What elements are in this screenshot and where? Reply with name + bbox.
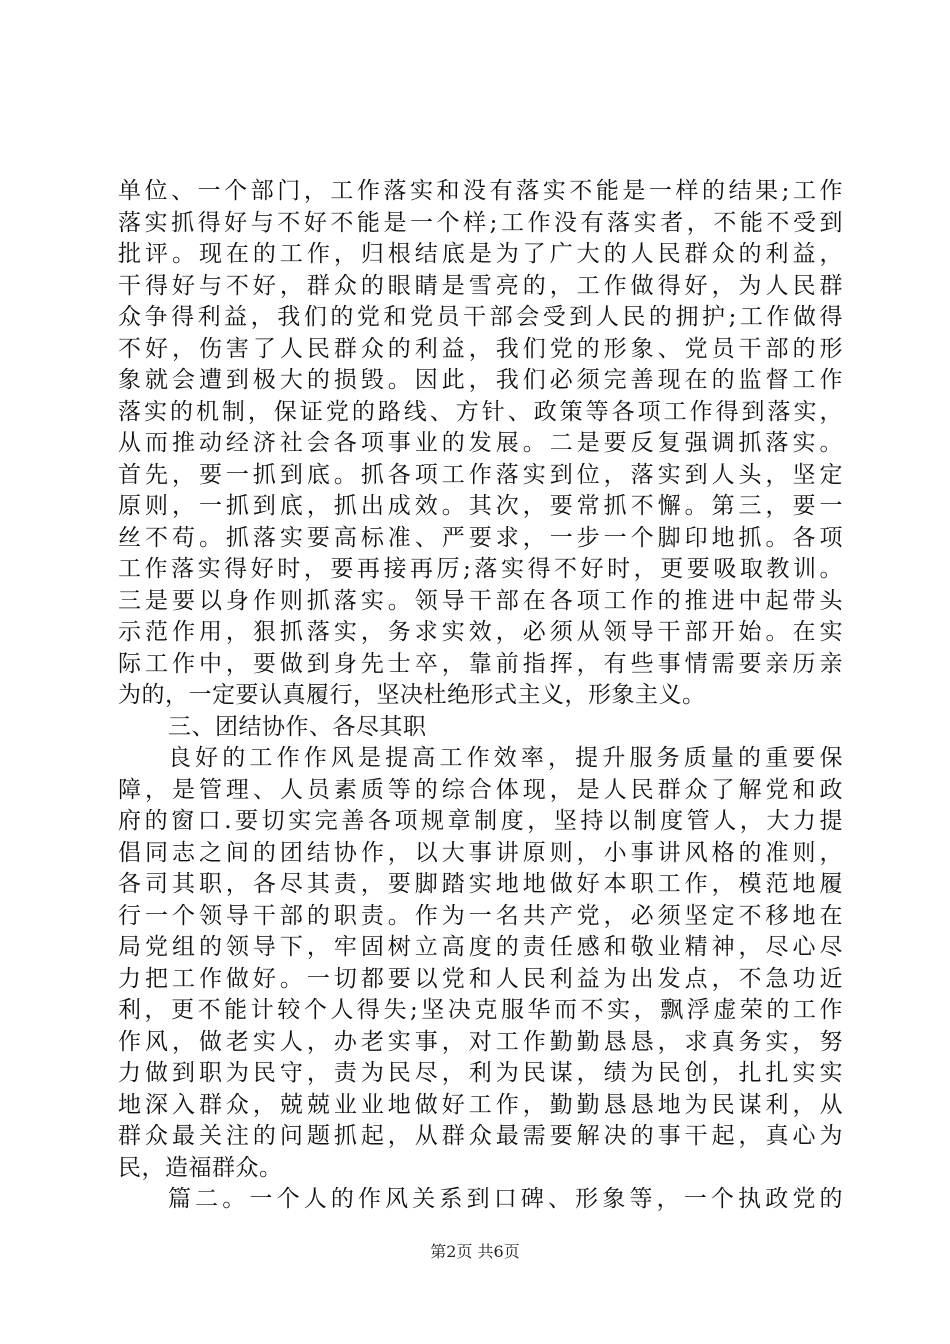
text-line: 作风，做老实人，办老实事，对工作勤勤恳恳，求真务实，努 <box>118 1028 843 1055</box>
text-line: 三、团结协作、各尽其职 <box>168 713 427 740</box>
text-line: 单位、一个部门，工作落实和没有落实不能是一样的结果;工作 <box>118 178 843 204</box>
text-line: 原则，一抓到底，抓出成效。其次，要常抓不懈。第三，要一 <box>118 493 843 519</box>
text-line: 为的，一定要认真履行，坚决杜绝形式主义，形象主义。 <box>118 682 706 708</box>
text-line: 倡同志之间的团结协作，以大事讲原则，小事讲风格的准则， <box>118 839 843 866</box>
text-line: 府的窗口.要切实完善各项规章制度，坚持以制度管人，大力提 <box>118 808 843 834</box>
text-line: 工作落实得好时，要再接再厉;落实得不好时，更要吸取教训。 <box>118 556 843 582</box>
text-line: 不好，伤害了人民群众的利益，我们党的形象、党员干部的形 <box>118 335 843 362</box>
text-line: 群众最关注的问题抓起，从群众最需要解决的事干起，真心为 <box>118 1123 843 1149</box>
text-line: 示范作用，狠抓落实，务求实效，必须从领导干部开始。在实 <box>118 619 843 645</box>
text-line: 际工作中，要做到身先士卒，靠前指挥，有些事情需要亲历亲 <box>118 650 843 677</box>
text-line: 民，造福群众。 <box>118 1154 283 1181</box>
text-line: 力做到职为民守，责为民尽，利为民谋，绩为民创，扎扎实实 <box>118 1060 843 1086</box>
text-line: 局党组的领导下，牢固树立高度的责任感和敬业精神，尽心尽 <box>118 934 843 960</box>
text-line: 落实的机制，保证党的路线、方针、政策等各项工作得到落实， <box>118 398 843 425</box>
text-line: 地深入群众，兢兢业业地做好工作，勤勤恳恳地为民谋利，从 <box>118 1091 843 1118</box>
text-line: 良好的工作作风是提高工作效率，提升服务质量的重要保 <box>168 745 843 771</box>
page-footer: 第2页 共6页 <box>430 1242 520 1261</box>
text-line: 利，更不能计较个人得失;坚决克服华而不实，飘浮虚荣的工作 <box>118 997 843 1023</box>
text-line: 批评。现在的工作，归根结底是为了广大的人民群众的利益， <box>118 241 843 267</box>
text-line: 丝不苟。抓落实要高标准、严要求，一步一个脚印地抓。各项 <box>118 524 843 551</box>
text-line: 三是要以身作则抓落实。领导干部在各项工作的推进中起带头 <box>118 587 843 614</box>
text-line: 象就会遭到极大的损毁。因此，我们必须完善现在的监督工作 <box>118 367 843 393</box>
text-line: 篇二。一个人的作风关系到口碑、形象等，一个执政党的 <box>168 1186 843 1212</box>
text-line: 从而推动经济社会各项事业的发展。二是要反复强调抓落实。 <box>118 430 843 456</box>
text-line: 力把工作做好。一切都要以党和人民利益为出发点，不急功近 <box>118 965 843 992</box>
text-line: 众争得利益，我们的党和党员干部会受到人民的拥护;工作做得 <box>118 304 843 330</box>
text-line: 首先，要一抓到底。抓各项工作落实到位，落实到人头，坚定 <box>118 461 843 488</box>
text-line: 障，是管理、人员素质等的综合体现，是人民群众了解党和政 <box>118 776 843 803</box>
text-line: 行一个领导干部的职责。作为一名共产党，必须坚定不移地在 <box>118 902 843 929</box>
text-line: 落实抓得好与不好不能是一个样;工作没有落实者，不能不受到 <box>118 209 843 236</box>
body-text <box>118 176 843 1216</box>
text-line: 干得好与不好，群众的眼睛是雪亮的，工作做得好，为人民群 <box>118 272 843 299</box>
text-line: 各司其职，各尽其责，要脚踏实地地做好本职工作，模范地履 <box>118 871 843 897</box>
